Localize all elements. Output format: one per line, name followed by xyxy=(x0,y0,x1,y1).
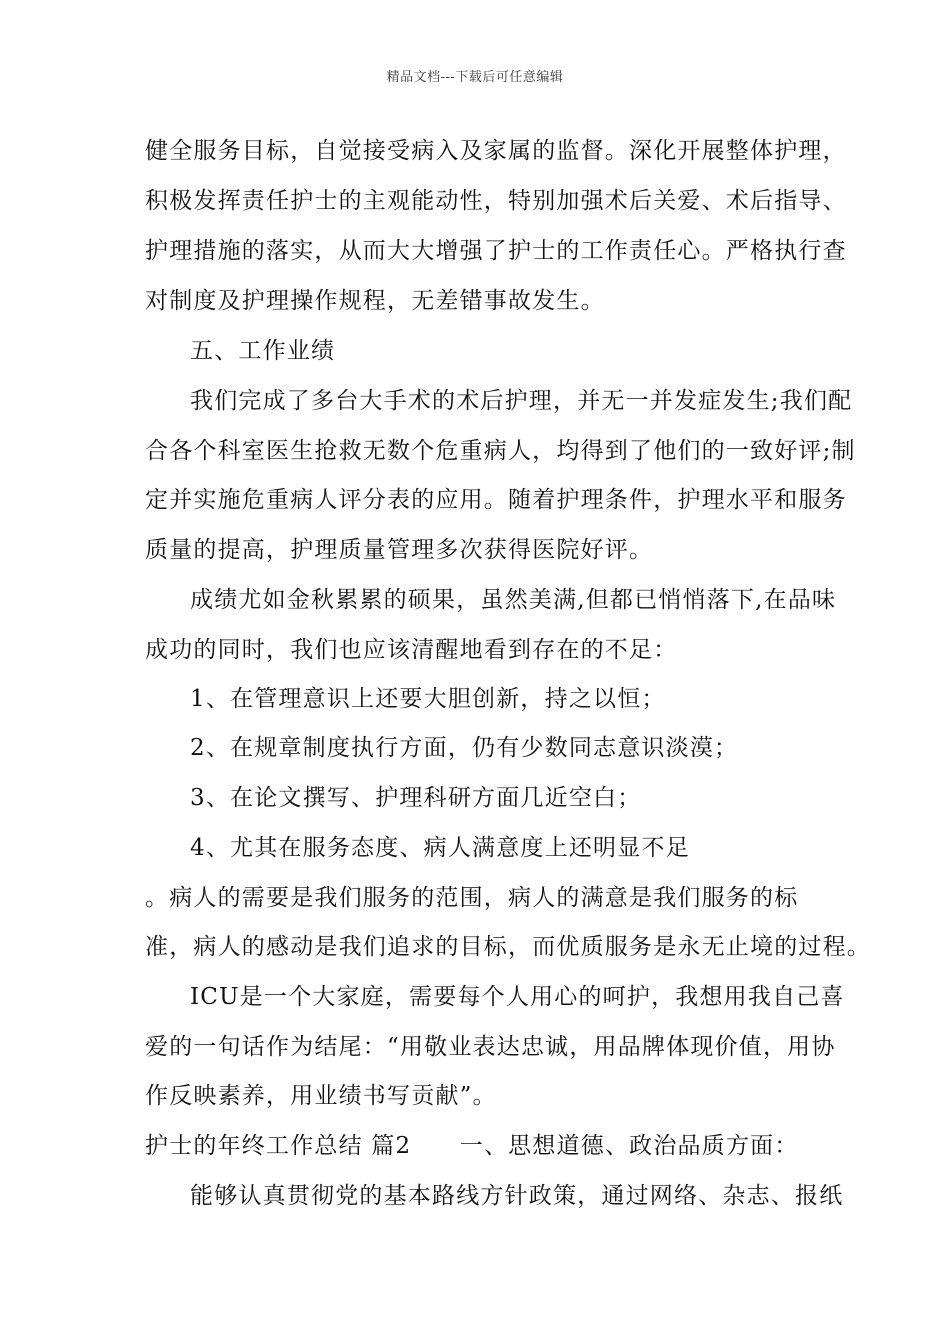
paragraph-line: 成绩尤如金秋累累的硕果，虽然美满,但都已悄悄落下,在品味 xyxy=(190,587,837,613)
paragraph-line: 积极发挥责任护士的主观能动性，特别加强术后关爱、术后指导、 xyxy=(145,188,847,214)
section-heading: 五、工作业绩 xyxy=(190,338,336,364)
paragraph-line: 能够认真贯彻党的基本路线方针政策，通过网络、杂志、报纸 xyxy=(190,1183,844,1209)
paragraph-line: 我们完成了多台大手术的术后护理，并无一并发症发生;我们配 xyxy=(190,388,853,414)
paragraph-line: 准，病人的感动是我们追求的目标，而优质服务是永无止境的过程。 xyxy=(145,934,871,960)
paragraph-line: ICU是一个大家庭，需要每个人用心的呵护，我想用我自己喜 xyxy=(190,984,845,1010)
section-title: 护士的年终工作总结 篇2 一、思想道德、政治品质方面： xyxy=(145,1133,799,1159)
list-item: 2、在规章制度执行方面，仍有少数同志意识淡漠； xyxy=(190,735,739,761)
list-item: 3、在论文撰写、护理科研方面几近空白； xyxy=(190,785,642,811)
paragraph-line: 。病人的需要是我们服务的范围，病人的满意是我们服务的标 xyxy=(145,885,799,911)
list-item: 4、尤其在服务态度、病人满意度上还明显不足 xyxy=(190,835,690,861)
paragraph-line: 定并实施危重病人评分表的应用。随着护理条件，护理水平和服务 xyxy=(145,487,847,513)
paragraph-line: 爱的一句话作为结尾：“用敬业表达忠诚，用品牌体现价值，用协 xyxy=(145,1034,836,1060)
page-header: 精品文档---下载后可任意编辑 xyxy=(386,70,564,85)
paragraph-line: 质量的提高，护理质量管理多次获得医院好评。 xyxy=(145,537,654,563)
paragraph-line: 对制度及护理操作规程，无差错事故发生。 xyxy=(145,288,605,314)
paragraph-line: 护理措施的落实，从而大大增强了护士的工作责任心。严格执行查 xyxy=(145,238,847,264)
paragraph-line: 健全服务目标，自觉接受病入及家属的监督。深化开展整体护理， xyxy=(145,138,847,164)
paragraph-line: 合各个科室医生抢救无数个危重病人，均得到了他们的一致好评;制 xyxy=(145,438,856,464)
list-item: 1、在管理意识上还要大胆创新，持之以恒； xyxy=(190,686,666,712)
paragraph-line: 作反映素养，用业绩书写贡献”。 xyxy=(145,1083,497,1109)
paragraph-line: 成功的同时，我们也应该清醒地看到存在的不足： xyxy=(145,637,678,663)
